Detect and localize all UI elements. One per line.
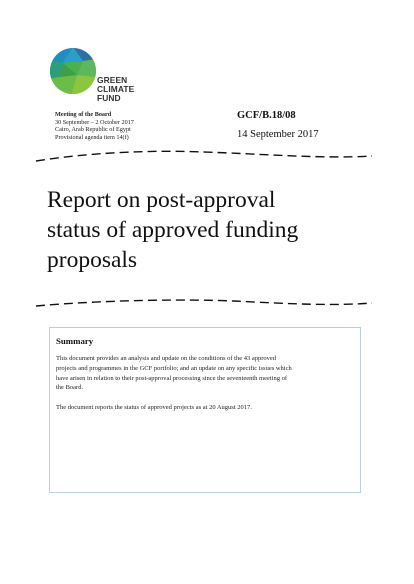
document-title	[47, 185, 377, 275]
top-wave-divider	[34, 148, 374, 168]
summary-p1-line: the Board.	[56, 384, 84, 392]
title-line-2: status of approved funding	[47, 217, 299, 243]
summary-paragraph-2: The document reports the status of approved projects as at 20 August 2017.	[56, 404, 252, 411]
document-date: 14 September 2017	[237, 129, 319, 140]
meeting-dates: 30 September – 2 October 2017	[55, 118, 134, 126]
org-name-line-2: CLIMATE	[97, 83, 135, 94]
title-line-1: Report on post-approval	[47, 187, 276, 213]
org-name-line-1: GREEN	[97, 75, 128, 85]
summary-heading: Summary	[56, 336, 94, 346]
summary-p1-line: have arisen in relation to their post-approval processing since the seventeenth meeting of	[56, 374, 288, 382]
meeting-info	[55, 111, 134, 141]
summary-p1-line: projects and programmes in the GCF portfolio; and an update on any specific issues which	[56, 364, 292, 372]
bottom-wave-divider	[34, 296, 374, 316]
document-reference: GCF/B.18/08	[237, 110, 296, 121]
organization-name	[97, 76, 134, 103]
org-name-line-3: FUND	[97, 92, 121, 103]
summary-p1-line: This document provides an analysis and update on the conditions of the 43 approved	[56, 355, 277, 362]
green-climate-fund-logo	[49, 47, 97, 95]
title-line-3: proposals	[47, 247, 138, 273]
summary-box	[49, 327, 361, 493]
meeting-agenda-item: Provisional agenda item 14(f)	[55, 133, 129, 141]
summary-paragraph-1	[56, 354, 356, 393]
green-climate-fund-globe-icon	[49, 47, 97, 95]
meeting-title: Meeting of the Board	[55, 111, 112, 118]
meeting-location: Cairo, Arab Republic of Egypt	[55, 126, 131, 134]
